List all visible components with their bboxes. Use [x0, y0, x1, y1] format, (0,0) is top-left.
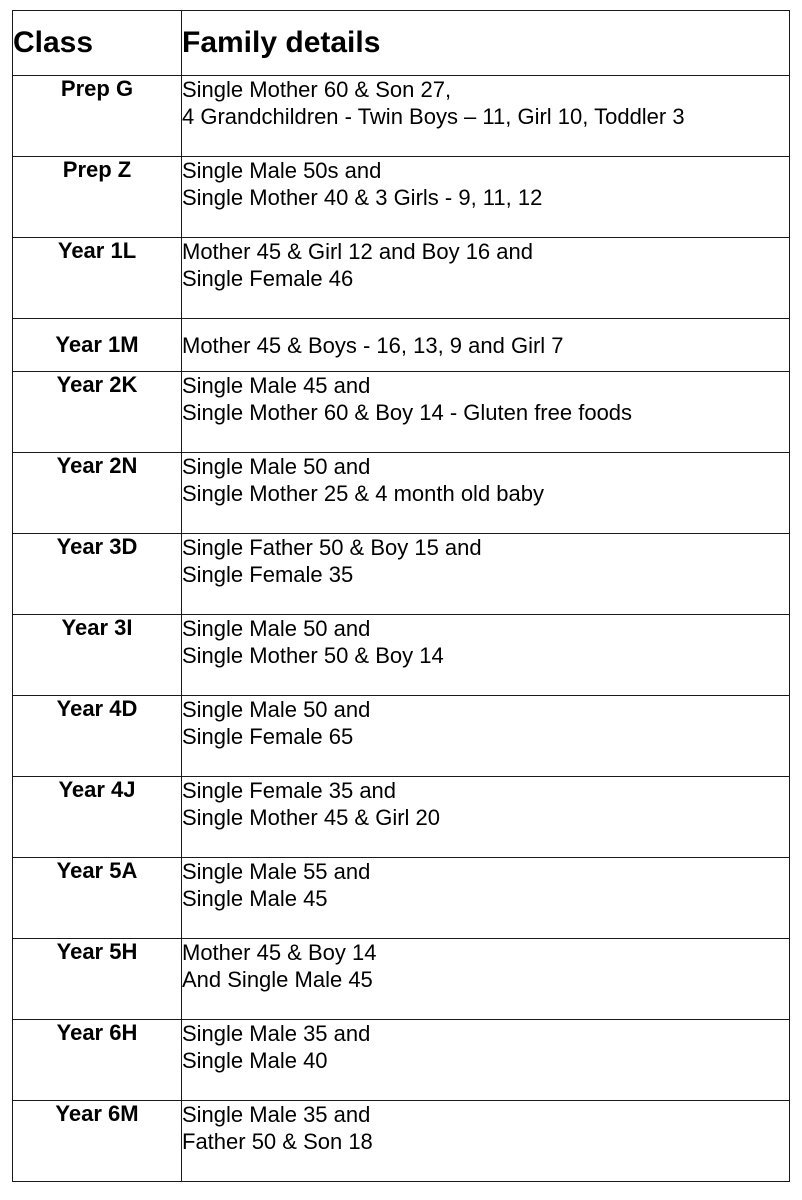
family-details-cell: [182, 939, 790, 1020]
table-row: [13, 1020, 790, 1101]
class-cell: Prep G: [13, 76, 182, 157]
table-row: [13, 238, 790, 319]
family-details-line: 4 Grandchildren - Twin Boys – 11, Girl 10, Toddler 3: [182, 104, 685, 129]
family-details-line: Single Male 40: [182, 1048, 328, 1073]
family-details-line: Mother 45 & Boys - 16, 13, 9 and Girl 7: [182, 332, 564, 358]
family-details-line: Single Male 55 and: [182, 859, 371, 884]
table-row: [13, 939, 790, 1020]
class-cell: Year 5A: [13, 858, 182, 939]
family-details-cell: [182, 696, 790, 777]
family-details-line: Single Female 35 and: [182, 778, 397, 803]
table-row: [13, 858, 790, 939]
family-details-line: Single Male 35 and: [182, 1102, 371, 1127]
family-details-line: Single Mother 60 & Son 27,: [182, 77, 452, 102]
class-cell: Year 4D: [13, 696, 182, 777]
family-details-cell: [182, 615, 790, 696]
class-cell: Year 2K: [13, 372, 182, 453]
class-cell: Year 3D: [13, 534, 182, 615]
family-details-line: Single Female 35: [182, 562, 354, 587]
family-details-cell: [182, 157, 790, 238]
table-row: [13, 696, 790, 777]
family-details-cell: [182, 1101, 790, 1182]
header-row: [13, 11, 790, 76]
family-details-line: Single Mother 50 & Boy 14: [182, 643, 444, 668]
family-details-line: Mother 45 & Boy 14: [182, 940, 377, 965]
family-details-cell: [182, 453, 790, 534]
class-cell: Year 2N: [13, 453, 182, 534]
family-details-cell: [182, 238, 790, 319]
family-details-line: Single Male 35 and: [182, 1021, 371, 1046]
class-cell: Year 5H: [13, 939, 182, 1020]
family-details-line: Single Male 45 and: [182, 373, 371, 398]
table-row: [13, 1101, 790, 1182]
table-row: [13, 157, 790, 238]
family-details-table: [12, 10, 790, 1182]
family-details-line: Single Male 50 and: [182, 616, 371, 641]
table-row: [13, 534, 790, 615]
family-details-column-header: Family details: [182, 11, 790, 76]
family-details-cell: [182, 534, 790, 615]
class-cell: Year 1L: [13, 238, 182, 319]
document-page: [12, 10, 789, 1182]
table-row: [13, 777, 790, 858]
family-details-line: Single Mother 60 & Boy 14 - Gluten free foods: [182, 400, 633, 425]
table-row: [13, 453, 790, 534]
table-header: [13, 11, 790, 76]
family-details-line: Single Male 50 and: [182, 697, 371, 722]
family-details-line: Single Father 50 & Boy 15 and: [182, 535, 482, 560]
family-details-line: Father 50 & Son 18: [182, 1129, 373, 1154]
family-details-cell: [182, 1020, 790, 1101]
family-details-line: Single Mother 40 & 3 Girls - 9, 11, 12: [182, 185, 543, 210]
table-row: [13, 319, 790, 372]
table-row: [13, 76, 790, 157]
class-cell: Year 6H: [13, 1020, 182, 1101]
family-details-cell: [182, 76, 790, 157]
family-details-cell: [182, 372, 790, 453]
family-details-line: Single Mother 25 & 4 month old baby: [182, 481, 545, 506]
table-body: [13, 76, 790, 1182]
class-column-header: Class: [13, 11, 182, 76]
class-cell: Year 1M: [13, 319, 182, 372]
family-details-line: Single Female 46: [182, 266, 354, 291]
class-cell: Year 6M: [13, 1101, 182, 1182]
family-details-line: Single Male 50 and: [182, 454, 371, 479]
family-details-line: Single Male 50s and: [182, 158, 382, 183]
class-cell: Year 3I: [13, 615, 182, 696]
table-row: [13, 615, 790, 696]
family-details-cell: [182, 777, 790, 858]
family-details-line: And Single Male 45: [182, 967, 373, 992]
family-details-cell: [182, 858, 790, 939]
class-cell: Prep Z: [13, 157, 182, 238]
class-cell: Year 4J: [13, 777, 182, 858]
family-details-line: Single Mother 45 & Girl 20: [182, 805, 441, 830]
family-details-line: Mother 45 & Girl 12 and Boy 16 and: [182, 239, 533, 264]
family-details-line: Single Female 65: [182, 724, 354, 749]
table-row: [13, 372, 790, 453]
family-details-cell: [182, 319, 790, 372]
family-details-line: Single Male 45: [182, 886, 328, 911]
